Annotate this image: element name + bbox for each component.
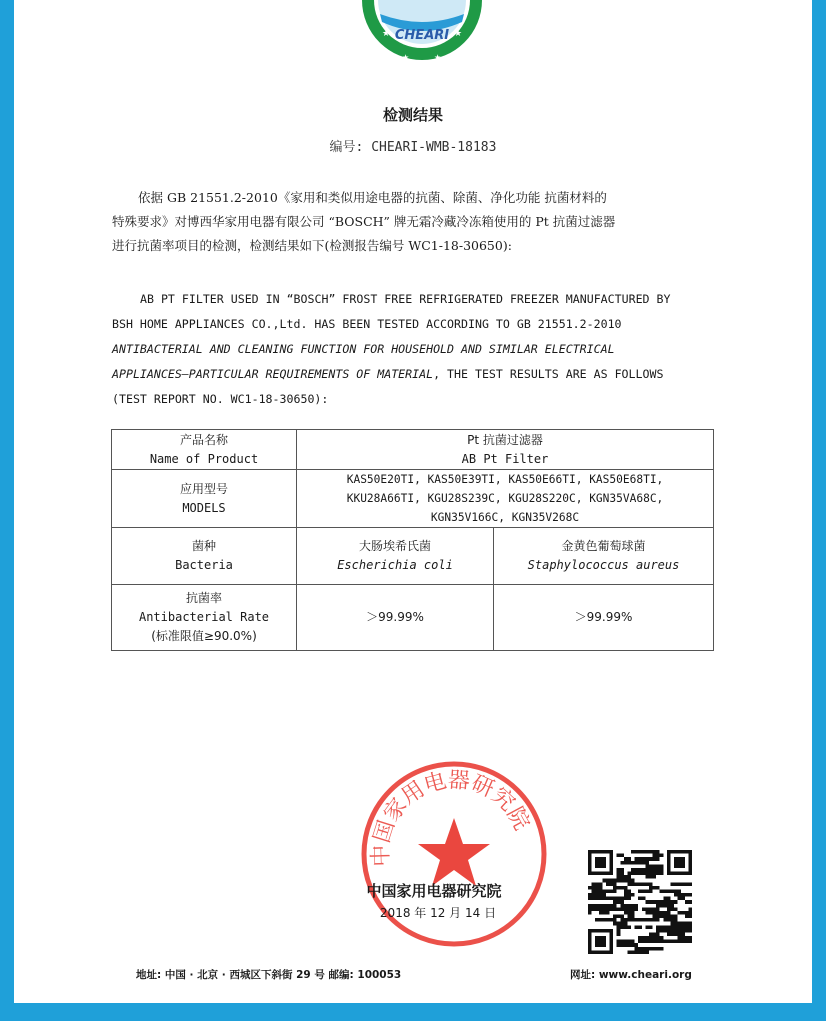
product-value-cn: Pt 抗菌过滤器 — [467, 432, 543, 447]
footer-address: 地址: 中国 · 北京 · 西城区下斜街 29 号 邮编: 100053 — [136, 969, 402, 981]
models-label-cell — [112, 470, 297, 528]
svg-text:★: ★ — [454, 29, 463, 39]
chinese-statement — [112, 186, 714, 258]
qr-code — [588, 850, 692, 954]
svg-text:★: ★ — [434, 53, 442, 62]
rate-2-cell: ＞99.99% — [494, 585, 714, 651]
models-line-1: KAS50E20TI, KAS50E39TI, KAS50E66TI, KAS50E68TI, — [346, 473, 664, 486]
chinese-line-2: 特殊要求》对博西华家用电器有限公司 “BOSCH” 牌无霜冷藏冷冻箱使用的 Pt 抗菌过滤器 — [112, 214, 616, 229]
table-row — [112, 528, 714, 585]
models-value-cell — [297, 470, 714, 528]
svg-text:★: ★ — [402, 53, 410, 62]
results-table — [111, 429, 714, 651]
rate-label-en: Antibacterial Rate — [138, 610, 270, 624]
english-line-4-italic: APPLIANCES—PARTICULAR REQUIREMENTS OF MATERIAL — [112, 367, 434, 381]
models-line-2: KKU28A66TI, KGU28S239C, KGU28S220C, KGN35VA68C, — [346, 492, 664, 505]
models-label-cn: 应用型号 — [179, 481, 228, 496]
product-label-cn: 产品名称 — [179, 432, 228, 447]
bacteria-2-cn: 金黄色葡萄球菌 — [561, 539, 646, 553]
bacteria-label-cell — [112, 528, 297, 585]
table-row — [112, 470, 714, 528]
svg-text:CHEARI: CHEARI — [394, 28, 450, 43]
models-line-3: KGN35V166C, KGN35V268C — [430, 511, 580, 524]
bacteria-1-cell — [297, 528, 494, 585]
issue-date: 2018 年 12 月 14 日 — [379, 906, 497, 920]
rate-limit: (标准限值≥90.0%) — [151, 629, 257, 643]
bacteria-2-en: Staphylococcus aureus — [527, 558, 680, 572]
table-row — [112, 585, 714, 651]
product-label-cell — [112, 430, 297, 470]
svg-text:★: ★ — [418, 59, 426, 68]
english-statement — [112, 287, 714, 412]
issuer-name: 中国家用电器研究院 — [366, 882, 502, 900]
bacteria-label-en: Bacteria — [175, 558, 233, 572]
bacteria-1-cn: 大肠埃希氏菌 — [358, 539, 431, 553]
english-line-2: BSH HOME APPLIANCES CO.,Ltd. HAS BEEN TESTED ACCORDING TO GB 21551.2-2010 — [112, 317, 622, 331]
cheari-logo — [358, 0, 486, 76]
bacteria-label-cn: 菌种 — [191, 539, 216, 553]
bacteria-1-en: Escherichia coli — [337, 558, 453, 572]
english-line-4 — [112, 362, 714, 387]
rate-label-cell — [112, 585, 297, 651]
english-line-3: ANTIBACTERIAL AND CLEANING FUNCTION FOR HOUSEHOLD AND SIMILAR ELECTRICAL — [112, 342, 615, 356]
official-seal — [356, 756, 552, 952]
rate-label-cn: 抗菌率 — [185, 591, 222, 605]
table-row — [112, 430, 714, 470]
bacteria-2-cell — [494, 528, 714, 585]
page-title: 检测结果 — [382, 106, 443, 124]
product-label-en: Name of Product — [149, 451, 259, 466]
models-label-en: MODELS — [182, 500, 226, 515]
rate-1-cell: ＞99.99% — [297, 585, 494, 651]
english-line-5: (TEST REPORT NO. WC1-18-30650): — [112, 392, 329, 406]
svg-text:★: ★ — [382, 29, 391, 39]
footer-website: 网址: www.cheari.org — [570, 969, 692, 981]
english-line-4-rest: , THE TEST RESULTS ARE AS FOLLOWS — [433, 367, 664, 381]
product-value-cell — [297, 430, 714, 470]
svg-text:中国家用电器研究院: 中国家用电器研究院 — [368, 767, 534, 868]
certificate-page — [14, 0, 812, 1003]
document-number: 编号: CHEARI-WMB-18183 — [329, 140, 497, 155]
product-value-en: AB Pt Filter — [461, 451, 549, 466]
english-line-1: AB PT FILTER USED IN “BOSCH” FROST FREE REFRIGERATED FREEZER MANUFACTURED BY — [140, 292, 671, 306]
chinese-line-1: 依据 GB 21551.2-2010《家用和类似用途电器的抗菌、除菌、净化功能 抗菌材料的 — [138, 190, 607, 205]
chinese-line-3: 进行抗菌率项目的检测，检测结果如下(检测报告编号 WC1-18-30650): — [112, 238, 512, 253]
